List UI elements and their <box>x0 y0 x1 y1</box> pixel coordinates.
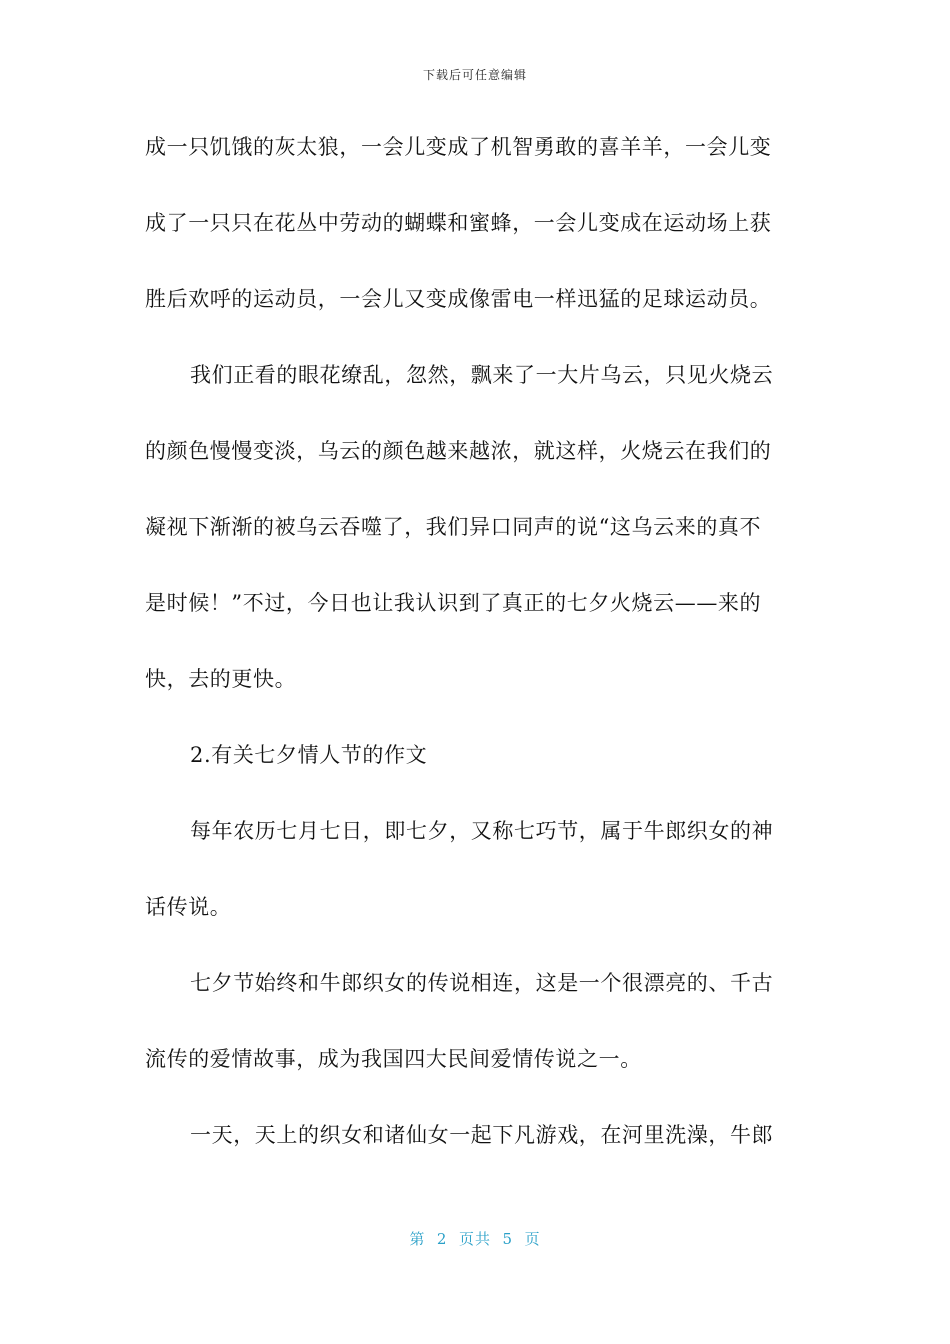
page-footer: 第 2 页共 5 页 <box>409 1230 541 1248</box>
text-line: 成一只饥饿的灰太狼，一会儿变成了机智勇敢的喜羊羊，一会儿变 <box>145 135 772 159</box>
paragraph-start: 每年农历七月七日，即七夕，又称七巧节，属于牛郎织女的神 <box>190 819 774 843</box>
page-header: 下载后可任意编辑 <box>422 68 527 82</box>
paragraph-start: 一天，天上的织女和诸仙女一起下凡游戏，在河里洗澡，牛郎 <box>190 1123 774 1147</box>
text-line: 成了一只只在花丛中劳动的蝴蝶和蜜蜂，一会儿变成在运动场上获 <box>145 211 772 235</box>
paragraph-start: 我们正看的眼花缭乱，忽然，飘来了一大片乌云，只见火烧云 <box>190 363 774 387</box>
text-line: 是时候！”不过，今日也让我认识到了真正的七夕火烧云——来的 <box>145 591 762 615</box>
text-line: 凝视下渐渐的被乌云吞噬了，我们异口同声的说“这乌云来的真不 <box>145 515 762 539</box>
text-line: 胜后欢呼的运动员，一会儿又变成像雷电一样迅猛的足球运动员。 <box>145 287 772 311</box>
text-line: 快，去的更快。 <box>145 667 297 691</box>
paragraph-start: 七夕节始终和牛郎织女的传说相连，这是一个很漂亮的、千古 <box>190 971 774 995</box>
text-line: 的颜色慢慢变淡，乌云的颜色越来越浓，就这样，火烧云在我们的 <box>145 439 772 463</box>
document-body <box>145 126 805 1190</box>
text-line: 流传的爱情故事，成为我国四大民间爱情传说之一。 <box>145 1047 642 1071</box>
text-line: 话传说。 <box>145 895 232 919</box>
section-heading: 2.有关七夕情人节的作文 <box>190 743 428 767</box>
